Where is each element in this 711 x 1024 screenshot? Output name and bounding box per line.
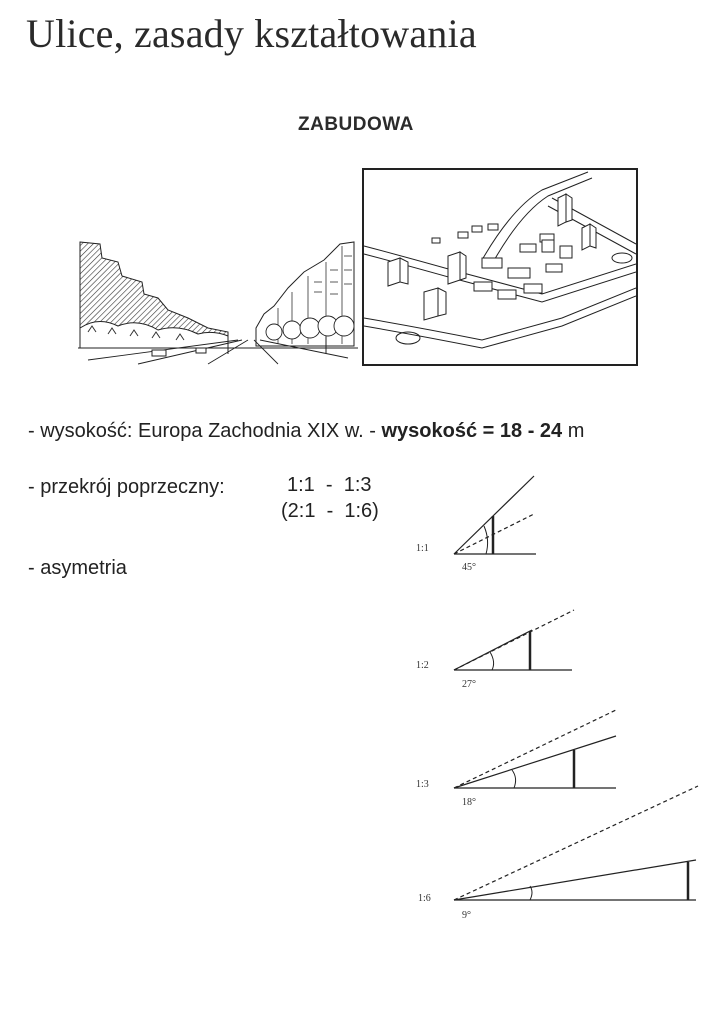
diagram-angle-label: 18° [462, 797, 476, 808]
diagram-ratio-label: 1:1 [416, 543, 429, 554]
cross-section-range-alt: (2:1 - 1:6) [281, 500, 379, 522]
height-line [28, 420, 584, 443]
angle-diagram-1-6 [440, 782, 700, 906]
angle-diagram-1-1 [440, 470, 550, 562]
height-line-suffix: m [562, 420, 585, 442]
page-title: Ulice, zasady kształtowania [26, 11, 477, 56]
section-title: ZABUDOWA [298, 114, 414, 135]
asymmetry-label: - asymetria [28, 557, 127, 579]
diagram-ratio-label: 1:6 [418, 893, 431, 904]
diagram-angle-label: 45° [462, 562, 476, 573]
diagram-ratio-label: 1:2 [416, 660, 429, 671]
diagram-ratio-label: 1:3 [416, 779, 429, 790]
cross-section-range: 1:1 - 1:3 [287, 474, 372, 496]
street-perspective-illustration [78, 236, 358, 366]
height-line-bold: wysokość = 18 - 24 [381, 420, 563, 442]
diagram-angle-label: 27° [462, 679, 476, 690]
height-line-prefix: - wysokość: Europa Zachodnia XIX w. - [28, 420, 382, 442]
cross-section-label: - przekrój poprzeczny: [28, 476, 225, 498]
angle-diagram-1-2 [440, 606, 580, 678]
axonometric-plan-illustration [362, 168, 638, 366]
diagram-angle-label: 9° [462, 910, 471, 921]
